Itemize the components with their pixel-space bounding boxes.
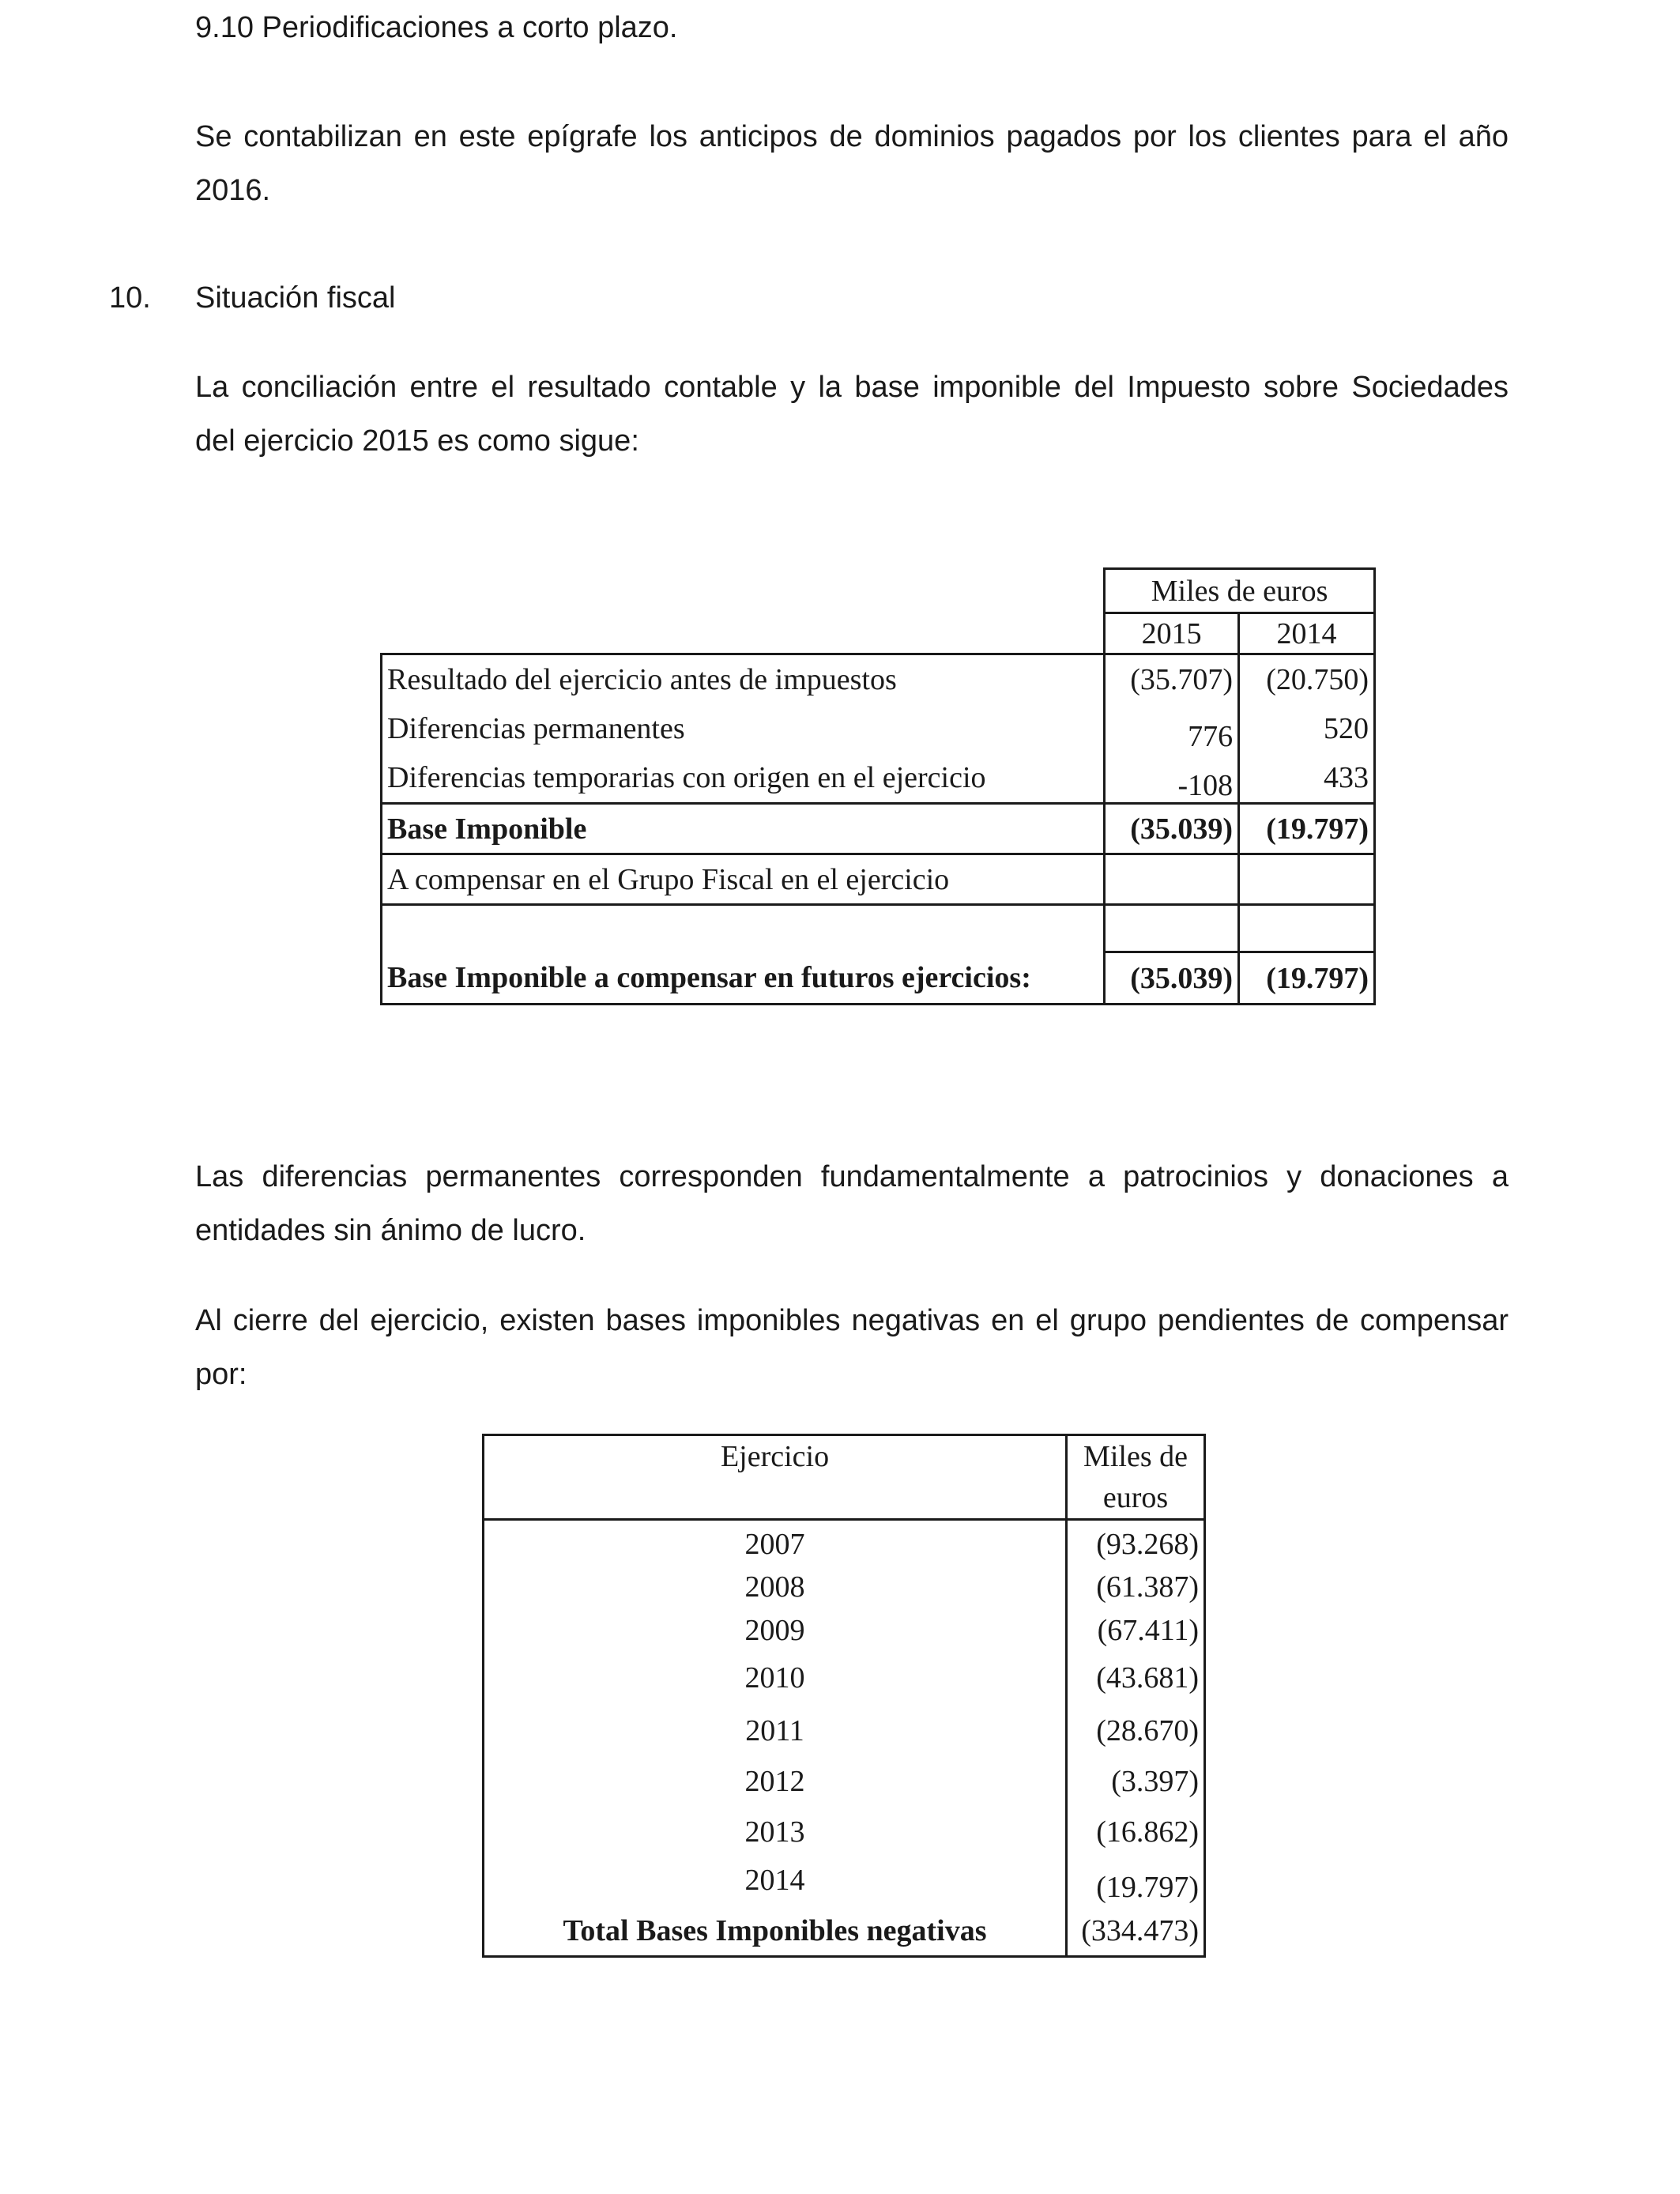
row-value-2015: 776 [1188, 720, 1234, 753]
year-2015-header: 2015 [1105, 613, 1239, 654]
year-2014-header: 2014 [1239, 613, 1375, 654]
ejercicio-header: Ejercicio [484, 1435, 1067, 1520]
table-row: 2010 [744, 1661, 805, 1695]
table-row: 2007 [744, 1528, 805, 1561]
section-9-10-text-line1: Se contabilizan en este epígrafe los anticipos de dominios pagados por los clientes para el año [195, 120, 1509, 153]
row-label: Base Imponible a compensar en futuros ejercicios: [382, 952, 1105, 1005]
row-value-2015: (35.039) [1105, 952, 1239, 1005]
total-label: Total Bases Imponibles negativas [563, 1914, 987, 1947]
row-value: (61.387) [1096, 1570, 1199, 1604]
tax-bases-line2: por: [195, 1358, 247, 1391]
years-column [484, 1520, 1067, 1957]
values-column [1067, 1520, 1205, 1957]
row-label: Diferencias permanentes [387, 712, 685, 745]
miles-header-line1: Miles de [1083, 1440, 1188, 1473]
row-label: Base Imponible [382, 804, 1105, 854]
row-value: (93.268) [1096, 1528, 1199, 1561]
row-value-2014: 433 [1324, 761, 1369, 794]
section-9-10-text-line2: 2016. [195, 174, 271, 207]
section-10-intro [195, 360, 1509, 468]
section-9-10-heading: 9.10 Periodificaciones a corto plazo. [195, 11, 678, 44]
table-row: 2011 [745, 1714, 804, 1747]
section-9-10-text [195, 110, 1509, 217]
tax-bases-line1: Al cierre del ejercicio, existen bases imponibles negativas en el grupo pendientes de compensar [195, 1304, 1509, 1337]
permanent-differences-line2: entidades sin ánimo de lucro. [195, 1214, 586, 1247]
table-row [382, 804, 1375, 854]
total-value: (334.473) [1081, 1914, 1199, 1947]
table-row [382, 854, 1375, 905]
row-label: A compensar en el Grupo Fiscal en el ejercicio [382, 854, 1105, 905]
section-10-intro-line1: La conciliación entre el resultado contable y la base imponible del Impuesto sobre Sociedades [195, 371, 1509, 404]
row-value: (16.862) [1096, 1815, 1199, 1849]
row-label: Diferencias temporarias con origen en el ejercicio [387, 761, 986, 794]
table-row: 2009 [744, 1614, 805, 1647]
row-value-2015: (35.039) [1105, 804, 1239, 854]
section-10-title: Situación fiscal [195, 281, 396, 315]
row-value: (3.397) [1111, 1765, 1199, 1798]
row-value-2014: 520 [1324, 712, 1369, 745]
row-value-2015: (35.707) [1130, 663, 1234, 696]
row-value-2015: -108 [1177, 769, 1234, 802]
row-value: (28.670) [1096, 1714, 1199, 1747]
conciliation-table [380, 567, 1376, 1005]
row-value-2014: (20.750) [1266, 663, 1369, 696]
row-value-2014 [1239, 905, 1375, 952]
row-value-2015 [1105, 854, 1239, 905]
miles-header-line2: euros [1102, 1481, 1169, 1514]
row-value-2014: (19.797) [1239, 804, 1375, 854]
negative-tax-bases-table [482, 1434, 1206, 1958]
table-row: 2013 [744, 1815, 805, 1849]
row-value: (67.411) [1097, 1614, 1199, 1647]
row-value-2014 [1239, 854, 1375, 905]
unit-header: Miles de euros [1105, 569, 1375, 613]
row-value: (43.681) [1096, 1661, 1199, 1695]
permanent-differences-text [195, 1150, 1509, 1257]
tax-bases-text [195, 1294, 1509, 1401]
row-value-2015 [1105, 905, 1239, 952]
section-10-number: 10. [109, 281, 151, 315]
row-value: (19.797) [1096, 1871, 1199, 1904]
section-10-intro-line2: del ejercicio 2015 es como sigue: [195, 424, 639, 458]
table-row [382, 654, 1375, 804]
row-label [382, 905, 1105, 952]
permanent-differences-line1: Las diferencias permanentes corresponden fundamentalmente a patrocinios y donaciones a [195, 1160, 1509, 1193]
miles-header [1067, 1435, 1205, 1520]
row-value-2014: (19.797) [1239, 952, 1375, 1005]
row-label: Resultado del ejercicio antes de impuestos [387, 663, 897, 696]
table-row: 2008 [744, 1570, 805, 1604]
table-row [382, 952, 1375, 1005]
table-row: 2012 [744, 1765, 805, 1798]
table-row: 2014 [744, 1864, 805, 1897]
table-row [382, 905, 1375, 952]
